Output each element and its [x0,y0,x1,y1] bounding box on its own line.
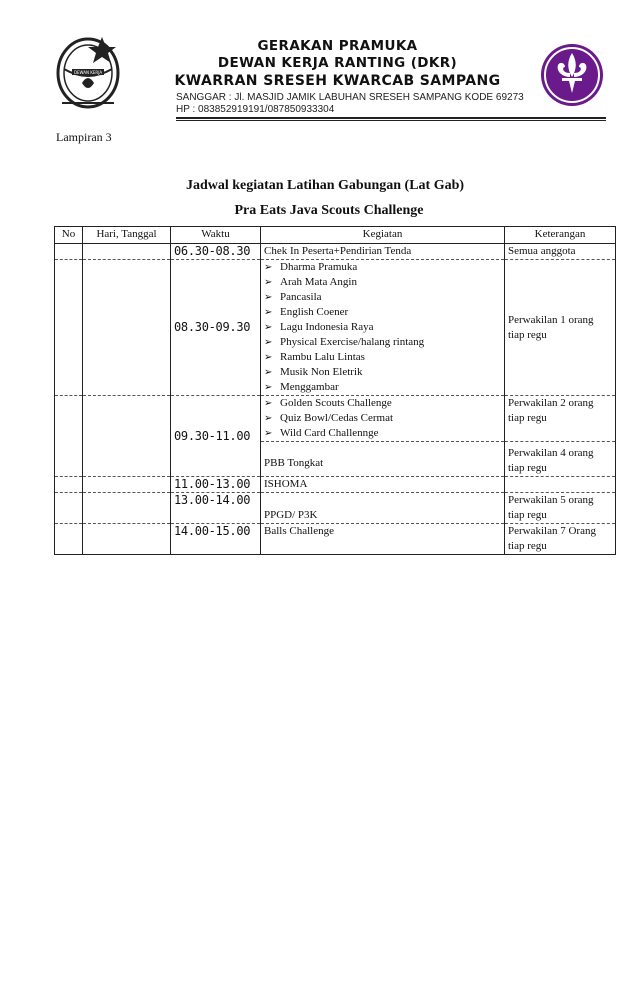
row-note-1: Perwakilan 2 orang tiap regu [508,397,594,424]
col-no: No [55,227,83,244]
list-item: ➢ Lagu Indonesia Raya [264,320,501,335]
row-activity: PBB Tongkat [261,441,504,471]
list-item: ➢ Arah Mata Angin [264,275,501,290]
phone-line: HP : 083852919191/087850933304 [176,104,335,115]
list-item: ➢ Dharma Pramuka [264,260,501,275]
org-name: GERAKAN PRAMUKA [257,38,418,54]
col-kegiatan: Kegiatan [261,227,505,244]
row-time: 14.00-15.00 [171,524,261,555]
row-activity-list [261,396,505,477]
row-note-2: Perwakilan 4 orang tiap regu [505,441,615,476]
table-row [55,493,616,524]
table-row [55,396,616,477]
schedule-subtitle: Pra Eats Java Scouts Challenge [234,203,424,218]
row-time: 09.30-11.00 [171,396,261,477]
table-header-row [55,227,616,244]
list-item: ➢ Golden Scouts Challenge [264,396,501,411]
list-item: ➢ Rambu Lalu Lintas [264,350,501,365]
row-activity: ISHOMA [261,477,505,493]
row-note: Perwakilan 1 orang tiap regu [505,260,616,396]
row-note [505,477,616,493]
list-item: ➢ Physical Exercise/halang rintang [264,335,501,350]
list-item: ➢ Pancasila [264,290,501,305]
schedule-title: Jadwal kegiatan Latihan Gabungan (Lat Gab) [185,178,465,193]
col-keterangan: Keterangan [505,227,616,244]
row-time: 13.00-14.00 [171,493,261,524]
table-row [55,477,616,493]
table-row [55,524,616,555]
scout-emblem-icon [540,43,604,107]
council-name: DEWAN KERJA RANTING (DKR) [217,55,458,71]
row-activity-list [261,260,505,396]
list-item: ➢ Quiz Bowl/Cedas Cermat [264,411,501,426]
row-activity: Chek In Peserta+Pendirian Tenda [261,244,505,260]
row-note [505,396,616,477]
header-rule-thin [176,120,606,121]
row-note: Perwakilan 7 Orang tiap regu [505,524,616,555]
address-line: SANGGAR : Jl. MASJID JAMIK LABUHAN SRESEH SAMPANG KODE 69273 [176,92,524,103]
table-row [55,244,616,260]
list-item: ➢ Musik Non Eletrik [264,365,501,380]
header-rule-thick [176,117,606,119]
table-row [55,260,616,396]
attachment-label: Lampiran 3 [56,130,112,144]
row-activity: PPGD/ P3K [261,493,505,524]
col-hari-tanggal: Hari, Tanggal [83,227,171,244]
list-item: ➢ Menggambar [264,380,501,395]
row-note: Perwakilan 5 orang tiap regu [505,493,616,524]
address-block [176,92,524,116]
row-activity: Balls Challenge [261,524,505,555]
row-time: 11.00-13.00 [171,477,261,493]
dkr-logo-icon [52,33,148,111]
col-waktu: Waktu [171,227,261,244]
letterhead [150,38,525,90]
row-time: 06.30-08.30 [171,244,261,260]
svg-text:DEWAN KERJA: DEWAN KERJA [73,70,103,75]
schedule-table [54,226,616,555]
branch-name: KWARRAN SRESEH KWARCAB SAMPANG [174,73,501,89]
list-item: ➢ English Coener [264,305,501,320]
list-item: ➢ Wild Card Challennge [264,426,501,441]
row-note: Semua anggota [505,244,616,260]
row-time: 08.30-09.30 [171,260,261,396]
